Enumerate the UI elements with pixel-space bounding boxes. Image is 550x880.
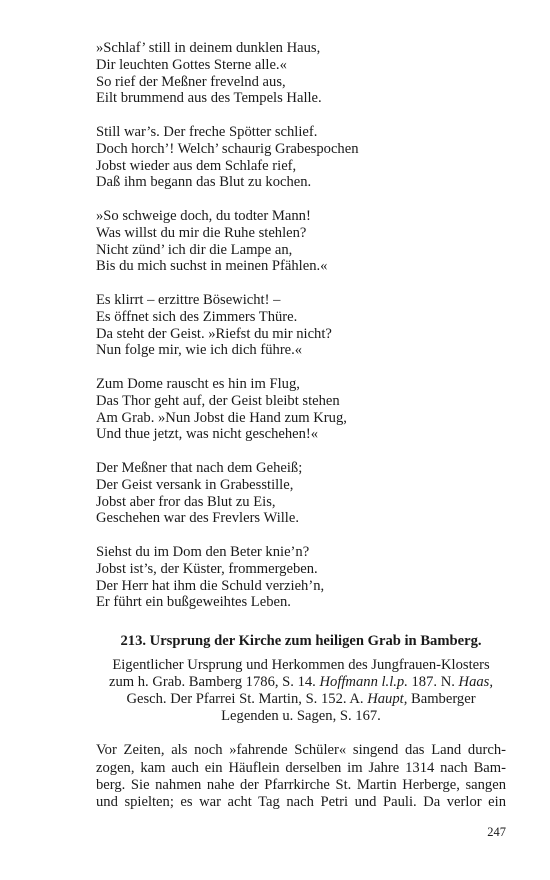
poem-line: Nicht zünd’ ich dir die Lampe an, [96, 241, 293, 258]
poem-line: Es klirrt – erzittre Bösewicht! – [96, 291, 281, 308]
poem-stanza [96, 208, 506, 275]
paragraph-line: und spielten; es war acht Tag nach Petri und Pauli. Da verlor ein [96, 794, 506, 811]
poem-line: Eilt brummend aus des Tempels Halle. [96, 90, 322, 107]
poem-line: Am Grab. »Nun Jobst die Hand zum Krug, [96, 409, 347, 426]
poem-stanza [96, 292, 506, 359]
source-text: 187. N. [407, 674, 459, 691]
poem-line: Jobst ist’s, der Küster, frommergeben. [96, 560, 318, 577]
poem [96, 40, 506, 611]
poem-line: Jobst aber fror das Blut zu Eis, [96, 493, 276, 510]
source-text: Gesch. Der Pfarrei St. Martin, S. 152. A. [126, 691, 368, 708]
poem-line: Der Geist versank in Grabesstille, [96, 476, 294, 493]
poem-stanza [96, 544, 506, 611]
source-text: Bamberger [407, 691, 476, 708]
source-line: Eigentlicher Ursprung und Herkommen des Jungfrauen-Klosters [112, 657, 490, 674]
body-paragraph [96, 742, 506, 812]
paragraph-line: zogen, kam auch ein Häuflein derselben im Jahre 1314 nach Bam- [96, 759, 506, 776]
paragraph-line: Vor Zeiten, als noch »fahrende Schüler« singend das Land durch- [96, 742, 506, 759]
poem-line: So rief der Meßner frevelnd aus, [96, 73, 286, 90]
source-author: Haas, [458, 674, 494, 691]
source-line [99, 674, 503, 691]
poem-line: »Schlaf’ still in deinem dunklen Haus, [96, 40, 321, 56]
source-citation [96, 657, 506, 725]
poem-stanza [96, 460, 506, 527]
poem-line: Da steht der Geist. »Riefst du mir nicht? [96, 325, 332, 342]
poem-line: Der Herr hat ihm die Schuld verzieh’n, [96, 577, 325, 594]
poem-stanza [96, 124, 506, 191]
poem-stanza [96, 376, 506, 443]
poem-line: Jobst wieder aus dem Schlafe rief, [96, 157, 297, 174]
poem-line: Geschehen war des Frevlers Wille. [96, 510, 299, 527]
poem-line: Doch horch’! Welch’ schaurig Grabespochen [96, 140, 359, 157]
section-title: 213. Ursprung der Kirche zum heiligen Grab in Bamberg. [120, 633, 482, 650]
poem-stanza [96, 40, 506, 107]
poem-line: Still war’s. Der freche Spötter schlief. [96, 123, 318, 140]
poem-line: Und thue jetzt, was nicht geschehen!« [96, 426, 319, 443]
poem-line: »So schweige doch, du todter Mann! [96, 207, 311, 224]
poem-line: Daß ihm begann das Blut zu kochen. [96, 174, 312, 191]
poem-line: Er führt ein bußgeweihtes Leben. [96, 594, 291, 611]
source-line: Legenden u. Sagen, S. 167. [221, 708, 381, 725]
source-text: zum h. Grab. Bamberg 1786, S. 14. [108, 674, 320, 691]
poem-line: Zum Dome rauscht es hin im Flug, [96, 375, 300, 392]
book-page [96, 40, 506, 812]
poem-line: Bis du mich suchst in meinen Pfählen.« [96, 258, 328, 275]
poem-line: Es öffnet sich des Zimmers Thüre. [96, 308, 298, 325]
poem-line: Siehst du im Dom den Beter knie’n? [96, 543, 310, 560]
poem-line: Dir leuchten Gottes Sterne alle.« [96, 56, 287, 73]
poem-line: Nun folge mir, wie ich dich führe.« [96, 342, 303, 359]
paragraph-line: berg. Sie nahmen nahe der Pfarrkirche St. Martin Herberge, sangen [96, 776, 506, 793]
page-number: 247 [487, 825, 506, 839]
poem-line: Der Meßner that nach dem Geheiß; [96, 459, 303, 476]
poem-line: Das Thor geht auf, der Geist bleibt stehen [96, 392, 340, 409]
source-author: Hoffmann l.l.p. [319, 674, 408, 691]
poem-line: Was willst du mir die Ruhe stehlen? [96, 224, 307, 241]
source-author: Haupt, [367, 691, 408, 708]
source-line [99, 691, 503, 708]
